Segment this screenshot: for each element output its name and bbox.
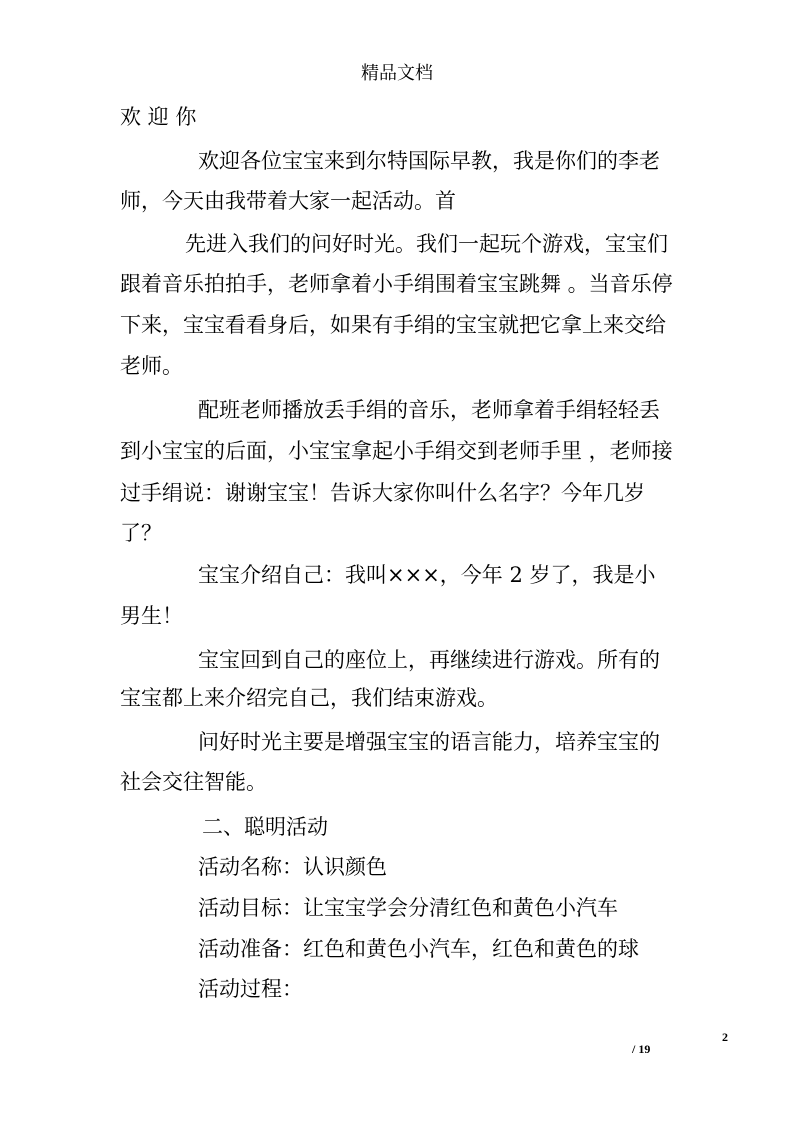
text-line: 到小宝宝的后面，小宝宝拿起小手绢交到老师手里 ，老师接: [120, 439, 673, 463]
text-line: 了？: [120, 521, 162, 545]
text-line: 问好时光主要是增强宝宝的语言能力，培养宝宝的: [198, 730, 660, 754]
text-line: 欢 迎 你: [120, 105, 197, 129]
section-heading: 二、聪明活动: [202, 815, 328, 839]
text-line: 宝宝回到自己的座位上，再继续进行游戏。所有的: [198, 648, 660, 672]
text-line: 跟着音乐拍拍手，老师拿着小手绢围着宝宝跳舞 。当音乐停: [120, 272, 673, 296]
text-line: 宝宝介绍自己：我叫×××，今年 2 岁了，我是小: [198, 563, 656, 587]
text-line: 过手绢说：谢谢宝宝！告诉大家你叫什么名字？今年几岁: [120, 481, 645, 505]
text-line: 欢迎各位宝宝来到尔特国际早教，我是你们的李老: [198, 149, 660, 173]
text-line: 活动过程：: [198, 977, 303, 1001]
text-line: 老师。: [120, 354, 183, 378]
text-line: 下来，宝宝看看身后，如果有手绢的宝宝就把它拿上来交给: [120, 313, 666, 337]
page-number: 2: [722, 1030, 728, 1044]
text-line: 社会交往智能。: [120, 770, 267, 794]
text-line: 宝宝都上来介绍完自己，我们结束游戏。: [120, 686, 498, 710]
page-total: / 19: [632, 1042, 651, 1056]
text-line: 活动准备：红色和黄色小汽车，红色和黄色的球: [198, 937, 639, 961]
text-line: 配班老师播放丢手绢的音乐，老师拿着手绢轻轻丢: [198, 398, 660, 422]
text-line: 师，今天由我带着大家一起活动。首: [120, 189, 456, 213]
text-line: 活动名称：认识颜色: [198, 855, 387, 879]
page-header-title: 精品文档: [361, 63, 433, 84]
text-line: 先进入我们的问好时光。我们一起玩个游戏，宝宝们: [185, 232, 668, 256]
text-line: 男生！: [120, 604, 183, 628]
text-line: 活动目标：让宝宝学会分清红色和黄色小汽车: [198, 896, 618, 920]
